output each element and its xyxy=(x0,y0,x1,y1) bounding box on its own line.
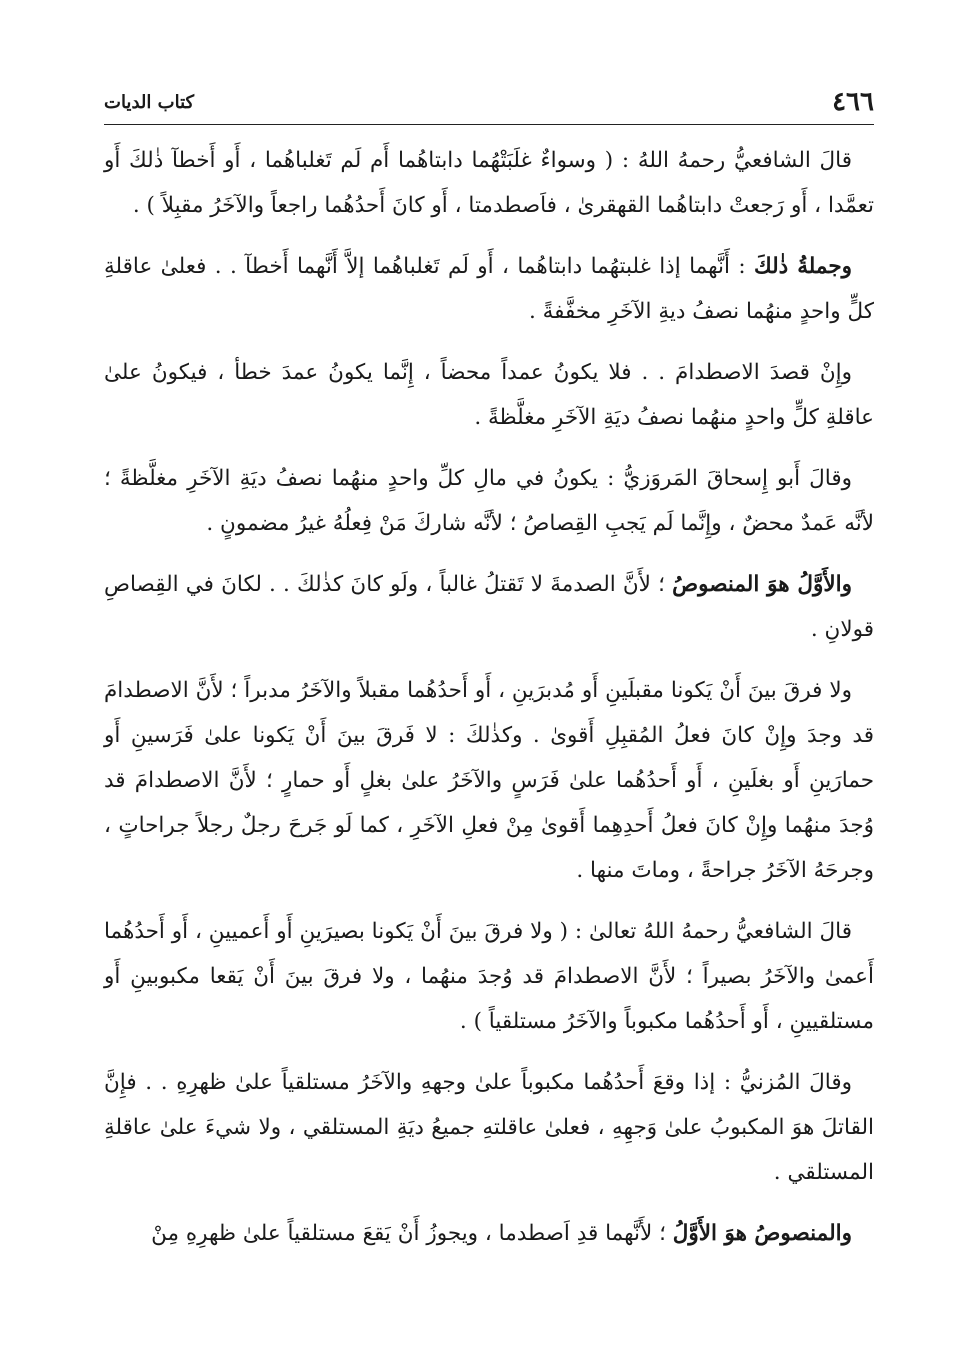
paragraph-text: : أَنَّهما إذا غلبتهُما دابتاهُما ، أَو لَم تَغلباهُما إلاَّ أَنَّهما أَخطآ . . فعلىٰ عاقلةِ كلٍّ واحدٍ منهُما نصفُ ديةِ الآخَرِ مخفَّفةً . xyxy=(104,254,874,324)
page-header xyxy=(104,82,874,122)
paragraph-text: ؛ لأَنَّهما قدِ اَصطدما ، ويجوزُ أَنْ يَقعَ مستلقياً علىٰ ظهرِهِ مِنْ xyxy=(151,1221,673,1246)
header-rule xyxy=(104,124,874,125)
paragraph-7 xyxy=(104,909,874,1044)
page-number: ٤٦٦ xyxy=(832,87,874,117)
paragraph-9 xyxy=(104,1211,874,1256)
paragraph-text: قالَ الشافعيُّ رحمهُ اللهُ تعالىٰ : ( ولا فرقَ بينَ أَنْ يَكونا بصيرَينِ أَو أَعميينِ ، أَو أَحدُهُما أَعمىٰ والآخَرُ بصيراً ؛ لأَنَّ الاصطدامَ قد وُجدَ منهُما ، ولا فرقَ بينَ أَنْ يَقعا مكبوبينِ أَو مستلقيينِ ، أَو أَحدُهُما مكبوباً والآخَرُ مستلقياً ) . xyxy=(104,919,874,1034)
paragraph-6 xyxy=(104,668,874,893)
paragraph-lead: والأَوَّلُ هوَ المنصوصُ xyxy=(672,572,852,597)
paragraph-text: ؛ لأَنَّ الصدمةَ لا تَقتلُ غالباً ، ولَو كانَ كذٰلكَ . . لكانَ في القِصاصِ قولانِ . xyxy=(104,572,874,642)
paragraph-text: وقالَ المُزنيُّ : إذا وقعَ أَحدُهُما مكبوباً علىٰ وجههِ والآخَرُ مستلقياً علىٰ ظهرِهِ . . فإِنَّ القاتلَ هوَ المكبوبُ علىٰ وَجهِهِ ، فعلىٰ عاقلتهِ جميعُ ديَةِ المستلقي ، ولا شيءَ علىٰ عاقلةِ المستلقي . xyxy=(104,1070,874,1185)
body-text xyxy=(104,138,874,1272)
paragraph-lead: والمنصوصُ هوَ الأَوَّلُ xyxy=(672,1221,852,1246)
paragraph-text: وإِنْ قصدَ الاصطدامَ . . فلا يكونُ عمداً محضاً ، إِنَّما يكونُ عمدَ خطأ ، فيكونُ علىٰ عاقلةِ كلٍّ واحدٍ منهُما نصفُ ديَةِ الآخَرِ مغلَّظةً . xyxy=(104,360,874,430)
paragraph-text: وقالَ أَبو إِسحاقَ المَروَزيُّ : يكونُ في مالِ كلِّ واحدٍ منهُما نصفُ ديَةِ الآخَرِ مغلَّظةً ؛ لأنَّه عَمدٌ محضٌ ، وإِنَّما لَم يَجبِ القِصاصُ ؛ لأنَّه شاركَ مَنْ فِعلُهُ غيرُ مضمونٍ . xyxy=(104,466,874,536)
book-title: كتاب الديات xyxy=(104,91,195,113)
paragraph-5 xyxy=(104,562,874,652)
paragraph-text: ولا فرقَ بينَ أَنْ يَكونا مقبلَينِ أَو مُدبرَينِ ، أَو أَحدُهُما مقبلاً والآخَرُ مدبراً ؛ لأَنَّ الاصطدامَ قد وجدَ وإِنْ كانَ فعلُ المُقبِلِ أَقوىٰ . وكذٰلكَ : لا فَرقَ بينَ أَنْ يَكونا علىٰ فَرَسينِ أَو حمارَينِ أَو بغلَينِ ، أَو أَحدُهُما علىٰ فَرَسٍ والآخَرُ علىٰ بغلٍ أَو حمارٍ ؛ لأَنَّ الاصطدامَ قد وُجدَ منهُما وإِنْ كانَ فعلُ أَحدِهِما أَقوىٰ مِنْ فعلِ الآخَرِ ، كما لَو جَرحَ رجلٌ رجلاً جراحاتٍ ، وجرحَهُ الآخَرُ جراحةً ، وماتَ منها . xyxy=(104,678,874,883)
paragraph-text: قالَ الشافعيُّ رحمهُ اللهُ : ( وسواءٌ غلَبَتْهُما دابتاهُما أَم لَم تَغلباهُما ، أَو أَخطآ ذٰلكَ أَو تعمَّدا ، أَو رَجعتْ دابتاهُما القهقرىٰ ، فاَصطدمتا ، أَو كانَ أَحدُهُما راجعاً والآخَرُ مقبِلاً ) . xyxy=(104,148,874,218)
paragraph-3 xyxy=(104,350,874,440)
paragraph-4 xyxy=(104,456,874,546)
paragraph-8 xyxy=(104,1060,874,1195)
paragraph-1 xyxy=(104,138,874,228)
paragraph-2 xyxy=(104,244,874,334)
paragraph-lead: وجملةُ ذٰلكَ xyxy=(753,254,852,279)
